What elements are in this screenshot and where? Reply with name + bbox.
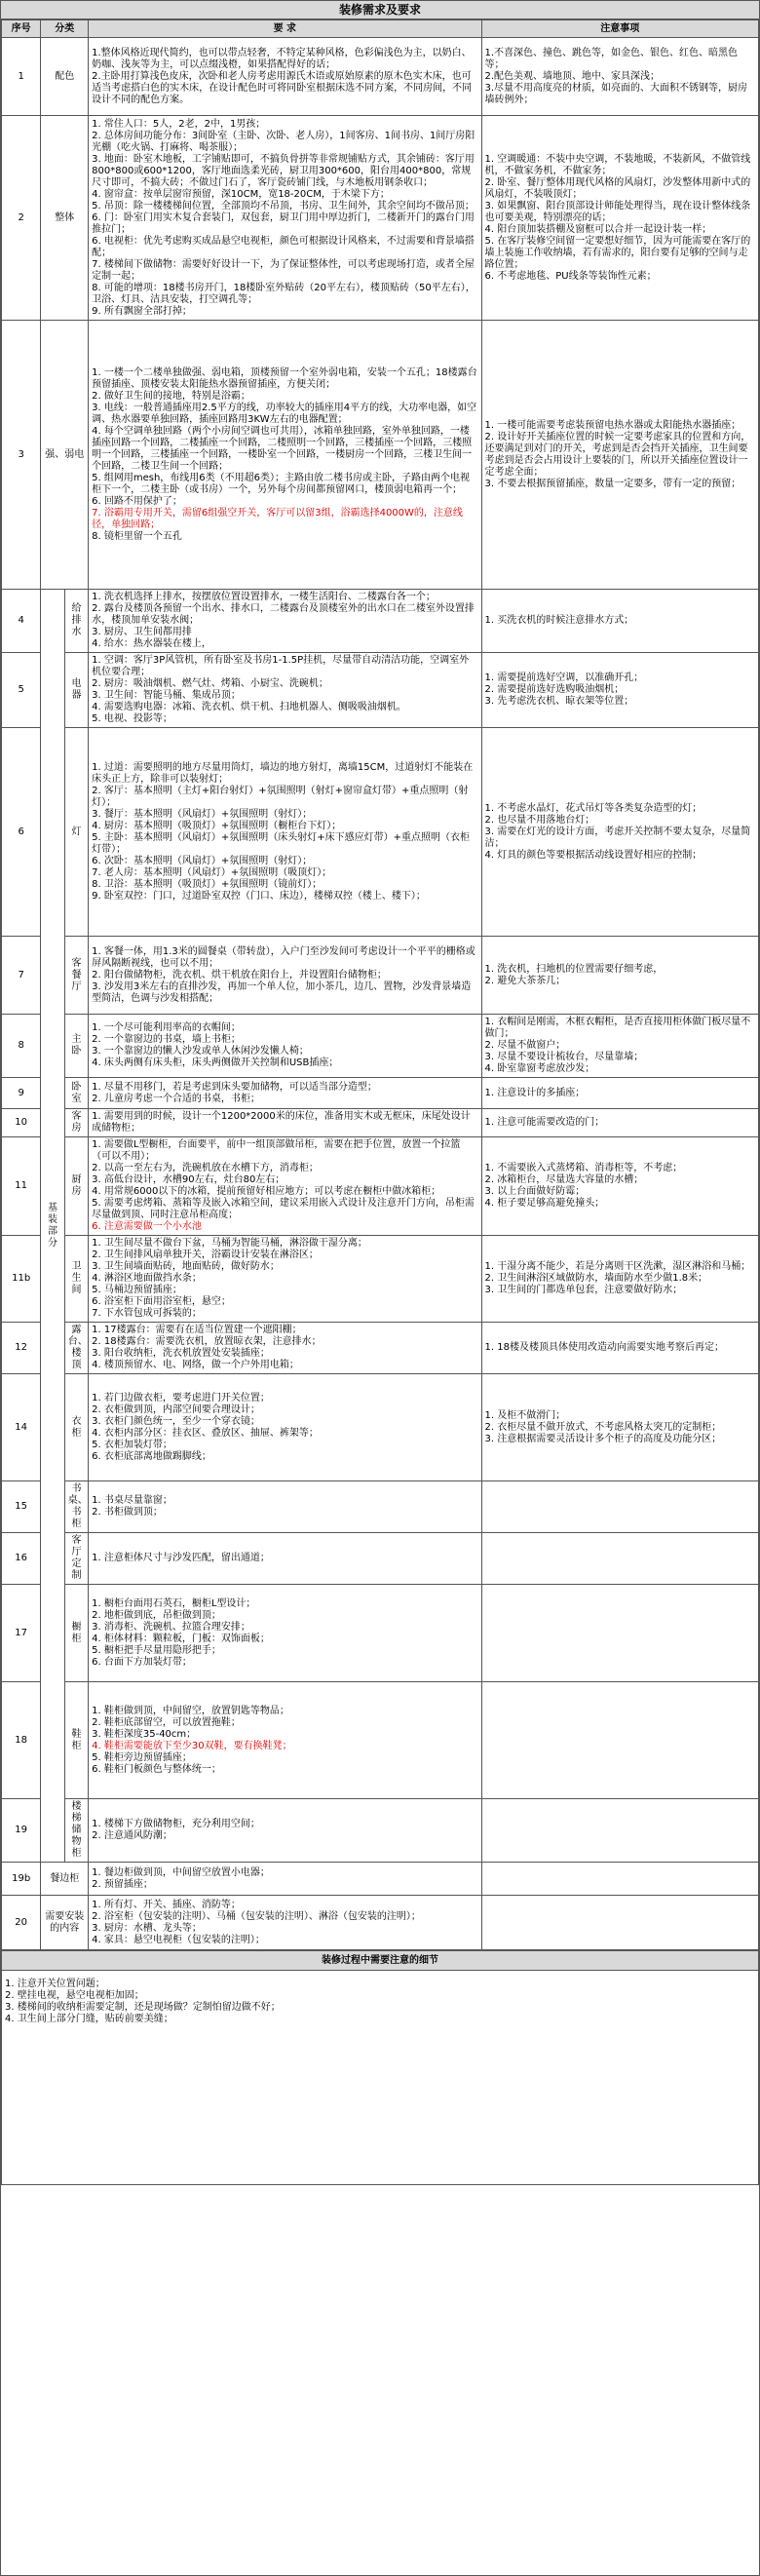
row-index: 1	[2, 38, 41, 116]
table-row	[2, 1374, 759, 1481]
table-row	[2, 1863, 759, 1896]
text-line: 4. 柜子要足够高避免撞头；	[484, 1198, 605, 1209]
row-index: 2	[2, 116, 41, 321]
row-index: 9	[2, 1078, 41, 1109]
row-requirements	[89, 1137, 481, 1236]
text-line: 4. 用常规6000以下的冰箱，提前预留好相应地方；可以考虑在橱柜中做冰箱柜；	[92, 1186, 441, 1197]
row-category: 楼梯储物柜	[64, 1799, 88, 1863]
table-row	[2, 1799, 759, 1863]
text-line: 3. 如果飘窗、阳台顶部设计师能处理得当，现在设计整体线条也可要美观，特别漂亮的话；	[484, 200, 751, 223]
row-requirements	[89, 1323, 481, 1374]
row-notes	[481, 1109, 759, 1137]
text-line: 2. 尽量不做窗户；	[484, 1040, 566, 1051]
table-row	[2, 1015, 759, 1078]
text-line: 1. 空调暖通：不装中央空调，不装地暖，不装新风，不做管线机，不做家务机，不做家务；	[484, 153, 751, 176]
row-index: 3	[2, 321, 41, 590]
text-line: 8. 可能的增项：18楼书房开门，18楼卧室外贴砖（20平左右），楼顶贴砖（50平左右），卫浴、灯具、洁具安装，打空调孔等；	[92, 282, 475, 305]
text-line: 1. 一楼可能需要考虑装预留电热水器或太阳能热水器插座；	[484, 419, 741, 431]
header-requirements: 要 求	[89, 20, 481, 38]
table-row	[2, 653, 759, 728]
text-line: 3. 卫生间的门都选单包套，注意要做好防水；	[484, 1285, 683, 1295]
text-line: 3. 以上台面做好防霉；	[484, 1186, 586, 1197]
text-line: 4. 厨房：基本照明（吸顶灯）+氛围照明（橱柜台下灯）；	[92, 820, 342, 831]
text-line: 1. 需要做L型橱柜，台面要平，前中一组顶部做吊柜，需要在把手位置，放置一个拉篮（可以不用）；	[92, 1139, 461, 1162]
row-category: 衣柜	[64, 1374, 88, 1481]
group-label: 基装部分	[41, 590, 64, 1863]
text-line: 3. 注意根据需要灵活设计多个柜子的高度及功能分区；	[484, 1433, 722, 1444]
text-line: 1. 洗衣机，扫地机的位置需要仔细考虑，	[484, 963, 664, 975]
text-line: 1. 及柜不做滑门；	[484, 1409, 566, 1421]
table-row	[2, 38, 759, 116]
text-line: 7. 老人房：基本照明（风扇灯）+氛围照明（吸顶灯）；	[92, 866, 332, 878]
row-index: 15	[2, 1481, 41, 1533]
text-line: 4. 家具：悬空电视柜（包安装的注明）；	[92, 1934, 265, 1945]
text-line: 3. 电线：一般普通插座用2.5平方的线，功率较大的插座用4平方的线，大功率电器，如空调、热水器要单独回路，插座回路用3KW左右的电器配置；	[92, 402, 477, 425]
text-line: 6. 鞋柜门板颜色与整体统一；	[92, 1763, 221, 1775]
row-category: 客房	[64, 1109, 88, 1137]
text-line: 1. 不考虑水晶灯，花式吊灯等各类复杂造型的灯；	[484, 802, 703, 814]
text-line: 2. 卫生间排风扇单独开关，浴霸设计安装在淋浴区；	[92, 1250, 319, 1260]
row-category: 露台、楼顶	[64, 1323, 88, 1374]
table-row	[2, 1137, 759, 1236]
text-line: 9. 卧室双控：门口，过道卧室双控（门口、床边），楼梯双控（楼上、楼下）；	[92, 890, 426, 902]
text-line: 4. 楼顶预留水、电、网络，做一个户外用电箱；	[92, 1360, 299, 1370]
row-category: 鞋柜	[64, 1682, 88, 1799]
text-line: 5. 衣柜加装灯带；	[92, 1439, 172, 1450]
text-line: 1. 不需要嵌入式蒸烤箱、消毒柜等，不考虑；	[484, 1163, 683, 1173]
table-row	[2, 1533, 759, 1585]
table-row	[2, 321, 759, 590]
text-line: 2. 设计好开关插座位置的时候一定要考虑家具的位置和方向，还要满足到对门的开关，考虑到是否会挡开关插座，卫生间要考虑到是否会占用设计上要装的门，所以开关插座位置设计一定考虑全面；	[484, 431, 751, 478]
table-row	[2, 1481, 759, 1533]
text-line: 6. 门：卧室门用实木复合套装门，双包套，厨卫门用中厚边折门，二楼新开门的露台门用推拉门；	[92, 211, 475, 235]
text-line: 2. 也尽量不用落地台灯；	[484, 814, 595, 826]
row-category: 卧室	[64, 1078, 88, 1109]
row-notes	[481, 590, 759, 653]
row-notes	[481, 1078, 759, 1109]
row-category: 书桌、书柜	[64, 1481, 88, 1533]
text-line: 4. 每个空调单独回路（两个小房间空调也可共用），冰箱单独回路，室外单独回路，一楼插座回路一个回路，二楼插座一个回路，二楼照明一个回路，三楼插座一个回路，三楼照明一个回路，三楼插座一个回路，一楼卧室一个回路，一楼厨房一个回路，三楼卫生间一个回路，二楼卫生间一个回路；	[92, 425, 473, 472]
text-line: 6. 电视柜：优先考虑购买成品悬空电视柜，颜色可根据设计风格来，不过需要和背景墙搭配；	[92, 235, 475, 258]
text-line: 3. 先考虑洗衣机、晾衣架等位置；	[484, 696, 634, 707]
text-line: 2. 壁挂电视，悬空电视柜加固；	[5, 1990, 144, 2001]
text-line: 1. 需要用到的时候，设计一个1200*2000米的床位，准备用实木或无框床，床尾处设计成储物柜；	[92, 1111, 471, 1134]
row-notes	[481, 1863, 759, 1896]
row-category: 主卧	[64, 1015, 88, 1078]
text-line: 6. 台面下方加装灯带；	[92, 1656, 192, 1668]
text-line: 5. 鞋柜旁边预留插座；	[92, 1751, 192, 1763]
text-line: 3. 鞋柜深度35-40cm；	[92, 1728, 197, 1740]
text-line: 4. 卫生间上部分门缝，贴砖前要美缝；	[5, 2014, 173, 2024]
table-row	[2, 116, 759, 321]
text-line: 4. 需要选购电器：冰箱、洗衣机、烘干机、扫地机器人、侧吸吸油烟机。	[92, 702, 406, 712]
text-line: 4. 柜体材料：颗粒板，门板：双饰面板；	[92, 1633, 270, 1644]
text-line: 1. 书桌尽量靠窗；	[92, 1495, 172, 1506]
row-requirements	[89, 1078, 481, 1109]
table-row	[2, 1109, 759, 1137]
text-line: 2. 注意通风防潮；	[92, 1830, 172, 1841]
text-line: 1. 一个尽可能利用率高的衣帽间；	[92, 1022, 241, 1033]
text-line: 5. 主卧：基本照明（风扇灯）+氛围照明（床头射灯+床下感应灯带）+重点照明（衣柜灯带）；	[92, 831, 470, 855]
text-line: 1. 常住人口：5人，2老，2中，1男孩；	[92, 118, 266, 130]
row-requirements	[89, 321, 481, 590]
text-line: 1.不喜深色、撞色、跳色等，如金色、银色、红色、暗黑色等；	[484, 47, 739, 70]
text-line: 2. 冰箱柜台，尽量选大容量的水槽；	[484, 1174, 644, 1185]
row-notes	[481, 1015, 759, 1078]
highlight-line: 6. 注意需要做一个小水池	[92, 1221, 202, 1232]
row-requirements	[89, 1896, 481, 1950]
text-line: 3. 衣柜门颜色统一，至少一个穿衣镜；	[92, 1415, 260, 1427]
text-line: 6. 回路不用保护了；	[92, 495, 182, 507]
row-category: 客厅定制	[64, 1533, 88, 1585]
row-category: 强、弱电	[41, 321, 89, 590]
row-notes	[481, 937, 759, 1015]
text-line: 1. 橱柜台面用石英石，橱柜L型设计；	[92, 1597, 256, 1609]
row-notes	[481, 1481, 759, 1533]
table-row	[2, 1682, 759, 1799]
text-line: 3. 地面：卧室木地板，工字铺贴即可，不搞负骨拼等非常规铺贴方式，其余铺砖：客厅用800*800或600*1200，客厅地面选柔光砖，厨卫用300*600，阳台用400*800，常规尺寸即可，不搞大砖；不做过门石了，客厅瓷砖铺门线，与木地板用钢条收口；	[92, 153, 475, 188]
row-notes	[481, 1323, 759, 1374]
text-line: 1. 空调：客厅3P风管机，所有卧室及书房1-1.5P挂机，尽量带自动清洁功能，空调室外机位要合理；	[92, 655, 470, 677]
row-index: 18	[2, 1682, 41, 1799]
row-category: 厨房	[64, 1137, 88, 1236]
text-line: 2.主卧用打算浅色皮床，次卧和老人房考虑用源氏木语或原始原素的原木色实木床，也可适当考虑搭白色的实木床，在设计配色时可将同卧室根据床选不同方案，不同房间，不同设计不同的配色方案。	[92, 70, 473, 105]
row-notes	[481, 1682, 759, 1799]
text-line: 3. 消毒柜、洗碗机、拉篮合理安排；	[92, 1621, 250, 1633]
row-index: 8	[2, 1015, 41, 1078]
sheet-title: 装修需求及要求	[1, 1, 759, 19]
row-notes	[481, 1533, 759, 1585]
text-line: 1. 所有灯、开关、插座、消防等；	[92, 1899, 241, 1910]
text-line: 1. 注意开关位置问题；	[5, 1979, 105, 1989]
header-category: 分类	[41, 20, 89, 38]
text-line: 7. 楼梯间下做储物：需要好好设计一下，为了保证整体性，可以考虑现场打造，或者全屋定制一起；	[92, 258, 475, 282]
row-requirements	[89, 1533, 481, 1585]
row-notes	[481, 728, 759, 937]
text-line: 4. 阳台顶加装搭棚及窗框可以合并一起设计装一样；	[484, 223, 712, 235]
table-row	[2, 590, 759, 653]
row-requirements	[89, 1585, 481, 1682]
row-requirements	[89, 1682, 481, 1799]
text-line: 2. 衣柜尽量不做开放式，不考虑风格太突兀的定制柜；	[484, 1421, 722, 1433]
text-line: 1. 楼梯下方做储物柜，充分利用空间；	[92, 1819, 260, 1829]
text-line: 2. 做好卫生间的接地，特别是浴霸；	[92, 390, 250, 402]
row-category: 电器	[64, 653, 88, 728]
text-line: 4. 给水：热水器装在楼上，	[92, 638, 211, 649]
text-line: 3. 阳台收纳柜，洗衣机放置处安装插座；	[92, 1348, 270, 1359]
text-line: 2. 浴室柜（包安装的注明）、马桶（包安装的注明）、淋浴（包安装的注明）；	[92, 1910, 421, 1922]
text-line: 1. 过道：需要照明的地方尽量用筒灯，墙边的地方射灯，离墙15CM，过道射灯不能装在床头正上方，除非可以装射灯；	[92, 761, 474, 785]
table-row	[2, 728, 759, 937]
text-line: 5. 在客厅装修空间留一定要想好细节，因为可能需要在客厅的墙上装施工作收纳墙，若有需求的，阳台要有足够的空间与走路位置；	[484, 235, 751, 270]
row-notes	[481, 653, 759, 728]
row-category: 餐边柜	[41, 1863, 89, 1896]
text-line: 7. 下水管包成可拆装的；	[92, 1308, 202, 1319]
requirements-table	[1, 19, 759, 1950]
text-line: 2. 总体房间功能分布：3间卧室（主卧、次卧、老人房），1间客房、1间书房、1间厅房阳光棚（吃火锅、打麻将、喝茶服）；	[92, 130, 475, 153]
text-line: 8. 卫浴：基本照明（吸顶灯）+氛围照明（镜前灯）；	[92, 878, 323, 890]
row-category: 橱柜	[64, 1585, 88, 1682]
text-line: 1. 注意可能需要改造的门；	[484, 1117, 605, 1128]
text-line: 2. 厨房：吸油烟机、燃气灶、烤箱、小厨宝、洗碗机；	[92, 678, 328, 689]
text-line: 2. 儿童房考虑一个合适的书桌，书柜；	[92, 1093, 260, 1104]
table-row	[2, 1323, 759, 1374]
text-line: 3. 楼梯间的收纳柜需要定制，还是现场做？定制怕留边做不好；	[5, 2002, 281, 2013]
row-requirements	[89, 1481, 481, 1533]
text-line: 5. 组网用mesh，布线用6类（不用超6类）；主路由放二楼书房或主卧，子路由两个电视柜下一个，二楼主卧（或书房）一个，另外每个房间都预留网口，楼顶弱电箱再一个；	[92, 472, 471, 495]
row-index: 11b	[2, 1236, 41, 1323]
text-line: 4. 衣柜内部分区：挂衣区、叠放区、抽屉、裤架等；	[92, 1427, 319, 1439]
row-requirements	[89, 1863, 481, 1896]
row-requirements	[89, 1015, 481, 1078]
table-row	[2, 1236, 759, 1323]
row-index: 7	[2, 937, 41, 1015]
row-notes	[481, 1799, 759, 1863]
row-category: 灯	[64, 728, 88, 937]
text-line: 1. 餐边柜做到顶，中间留空放置小电器；	[92, 1866, 270, 1878]
row-notes	[481, 1585, 759, 1682]
row-notes	[481, 38, 759, 116]
text-line: 1. 需要提前选好空调，以准确开孔；	[484, 673, 644, 683]
row-requirements	[89, 1109, 481, 1137]
text-line: 3. 厨房：水槽、龙头等；	[92, 1922, 202, 1934]
row-index: 4	[2, 590, 41, 653]
text-line: 2. 地柜做到底，吊柜做到顶；	[92, 1609, 221, 1621]
text-line: 8. 镜柜里留一个五孔	[92, 530, 182, 542]
text-line: 1. 注意设计的多插座；	[484, 1087, 586, 1098]
text-line: 1. 衣帽间是刚需，木框衣帽柜，是否直接用柜体做门板尽量不做门；	[484, 1017, 751, 1039]
footer-table	[1, 1950, 759, 2185]
row-requirements	[89, 1799, 481, 1863]
text-line: 2. 预留插座；	[92, 1878, 153, 1890]
text-line: 1. 鞋柜做到顶，中间留空，放置钥匙等物品；	[92, 1705, 289, 1716]
text-line: 6. 浴室柜下面用浴室柜，悬空；	[92, 1296, 231, 1307]
text-line: 5. 需要考虑烤箱、蒸箱等及嵌入冰箱空间，建议采用嵌入式设计及注意开门方向，吊柜需尽量做到顶、同时注意吊柜高度；	[92, 1198, 475, 1220]
text-line: 6. 衣柜底部离地做踢脚线；	[92, 1450, 211, 1462]
row-requirements	[89, 728, 481, 937]
text-line: 3. 餐厅：基本照明（风扇灯）+氛围照明（射灯）；	[92, 808, 313, 820]
text-line: 2. 需要提前选好选购吸油烟机；	[484, 684, 625, 695]
header-index: 序号	[2, 20, 41, 38]
text-line: 4. 淋浴区地面做挡水条；	[92, 1273, 202, 1284]
row-index: 16	[2, 1533, 41, 1585]
header-notes: 注意事项	[481, 20, 759, 38]
row-index: 19b	[2, 1863, 41, 1896]
table-row	[2, 1585, 759, 1682]
row-category: 卫生间	[64, 1236, 88, 1323]
row-category: 给排水	[64, 590, 88, 653]
text-line: 2. 鞋柜底部留空，可以放置拖鞋；	[92, 1716, 241, 1728]
text-line: 1. 一楼一个二楼单独做强、弱电箱，顶楼预留一个室外弱电箱，安装一个五孔；18楼露台预留插座、顶楼安装太阳能热水器预留插座，方便关闭；	[92, 366, 477, 390]
text-line: 2.配色美观、墙地顶、地中、家具深浅；	[484, 70, 661, 82]
table-header-row	[2, 20, 759, 38]
text-line: 3. 尽量不要设计梳妆台，尽量靠墙；	[484, 1052, 644, 1062]
text-line: 2. 衣柜做到顶，内部空间要合理设计；	[92, 1403, 260, 1415]
text-line: 3. 厨房、卫生间都用排	[92, 627, 192, 637]
text-line: 2. 卫生间淋浴区域做防水，墙面防水至少做1.8米；	[484, 1273, 708, 1284]
text-line: 3. 卫生间墙面贴砖，地面贴砖，做好防水；	[92, 1261, 280, 1272]
row-notes	[481, 1137, 759, 1236]
highlight-line: 4. 鞋柜需要能放下至少30双鞋，要有换鞋凳；	[92, 1740, 292, 1751]
highlight-line: 7. 浴霸用专用开关，需留6组强空开关，客厅可以留3组，浴霸选择4000W的，注意线径，单独回路；	[92, 507, 463, 530]
row-notes	[481, 321, 759, 590]
text-line: 1. 尽量不用移门，若是考虑到床头要加储物，可以适当部分造型；	[92, 1081, 377, 1093]
row-requirements	[89, 38, 481, 116]
text-line: 1. 干湿分离不能少，若是分离则干区洗漱，湿区淋浴和马桶；	[484, 1261, 751, 1272]
row-requirements	[89, 1236, 481, 1323]
text-line: 3. 需要在灯光的设计方面，考虑开关控制不要太复杂，尽量简洁；	[484, 826, 751, 849]
text-line: 6. 不考虑地毯、PU线条等装饰性元素；	[484, 270, 657, 282]
text-line: 2. 一个靠窗边的书桌，墙上书柜；	[92, 1034, 241, 1045]
row-category: 客餐厅	[64, 937, 88, 1015]
row-requirements	[89, 1374, 481, 1481]
row-notes	[481, 116, 759, 321]
footer-notes	[2, 1971, 759, 2185]
text-line: 6. 次卧：基本照明（风扇灯）+氛围照明（射灯）；	[92, 855, 313, 866]
text-line: 2. 阳台做储物柜，洗衣机、烘干机放在阳台上，并设置阳台储物柜；	[92, 969, 387, 980]
row-category: 整体	[41, 116, 89, 321]
text-line: 2. 避免大茶茶几；	[484, 975, 566, 986]
row-index: 19	[2, 1799, 41, 1863]
table-row	[2, 1078, 759, 1109]
table-body	[2, 38, 759, 1950]
text-line: 1.整体风格近现代简约，也可以带点轻奢，不特定某种风格，色彩偏浅色为主，以奶白、奶咖、浅灰等为主，可以点缀浅橙，如果搭配得好的话；	[92, 47, 472, 70]
row-index: 10	[2, 1109, 41, 1137]
row-requirements	[89, 590, 481, 653]
row-category: 配色	[41, 38, 89, 116]
row-requirements	[89, 653, 481, 728]
text-line: 5. 马桶边预留插座；	[92, 1285, 182, 1295]
text-line: 5. 电视、投影等；	[92, 713, 172, 724]
row-index: 6	[2, 728, 41, 937]
text-line: 2. 书柜做到顶；	[92, 1507, 163, 1518]
text-line: 5. 橱柜把手尽量用隐形把手；	[92, 1644, 221, 1656]
table-row	[2, 1896, 759, 1950]
text-line: 2. 卧室、餐厅整体用现代风格的风扇灯，沙发整体用新中式的风扇灯，不装吸顶灯；	[484, 176, 751, 200]
row-category: 需要安装的内容	[41, 1896, 89, 1950]
table-row	[2, 937, 759, 1015]
text-line: 2. 露台及楼顶各预留一个出水、排水口，二楼露台及顶楼室外的出水口在二楼室外设置排水，楼顶加单安装水阀；	[92, 603, 475, 626]
row-requirements	[89, 116, 481, 321]
row-index: 17	[2, 1585, 41, 1682]
row-index: 12	[2, 1323, 41, 1374]
row-index: 11	[2, 1137, 41, 1236]
text-line: 2. 以高一至左右为，洗碗机放在水槽下方，消毒柜；	[92, 1163, 319, 1173]
text-line: 3.尽量不用高度亮的材质，如亮面的、大面积不锈钢等，厨房墙砖例外；	[484, 82, 748, 105]
row-notes	[481, 1896, 759, 1950]
text-line: 4. 卧室靠窗考虑放沙发；	[484, 1063, 595, 1074]
text-line: 2. 18楼露台：需要洗衣机，放置晾衣架，注意排水；	[92, 1336, 322, 1347]
row-notes	[481, 1374, 759, 1481]
text-line: 4. 床头两侧有床头柜，床头两侧做开关控制和USB插座；	[92, 1057, 339, 1068]
text-line: 1. 17楼露台：需要有在适当位置建一个遮阳棚；	[92, 1325, 302, 1335]
row-index: 5	[2, 653, 41, 728]
row-requirements	[89, 937, 481, 1015]
row-index: 20	[2, 1896, 41, 1950]
text-line: 2. 客厅：基本照明（主灯+阳台射灯）+氛围照明（射灯+窗帘盒灯带）+重点照明（射灯）；	[92, 785, 469, 808]
text-line: 4. 窗帘盒：按单层窗帘预留，深10CM，宽18-20CM，于木梁下方；	[92, 188, 390, 200]
row-index: 14	[2, 1374, 41, 1481]
text-line: 1. 注意柜体尺寸与沙发匹配，留出通道；	[92, 1553, 270, 1563]
text-line: 4. 灯具的颜色等要根据活动线设置好相应的控制；	[484, 849, 703, 861]
text-line: 3. 沙发用3米左右的直排沙发，再加一个单人位，加小茶几，边几、置物，沙发背景墙造型简洁，色调与沙发相搭配；	[92, 980, 472, 1004]
text-line: 3. 卫生间：智能马桶、集成吊顶；	[92, 690, 241, 701]
text-line: 1. 若门边做衣柜，要考虑进门开关位置；	[92, 1392, 270, 1403]
text-line: 1. 卫生间尽量不做台下盆，马桶为智能马桶，淋浴做干湿分离；	[92, 1238, 367, 1249]
text-line: 1. 买洗衣机的时候注意排水方式；	[484, 615, 634, 626]
text-line: 1. 客餐一体，用1.3米的圆餐桌（带转盘），入户门至沙发间可考虑设计一个平平的栅格或屏风隔断视线，也可以不用；	[92, 945, 475, 969]
text-line: 5. 吊顶：除一楼楼梯间位置，全部顶均不吊顶，书房、卫生间外，其余空间均不做吊顶；	[92, 200, 475, 211]
text-line: 3. 一个靠窗边的懒人沙发或单人休闲沙发懒人椅；	[92, 1046, 309, 1057]
text-line: 9. 所有飘窗全部打掉；	[92, 305, 192, 317]
footer-title: 装修过程中需要注意的细节	[2, 1951, 759, 1971]
text-line: 1. 18楼及楼顶具体使用改造动向需要实地考察后再定；	[484, 1342, 724, 1353]
text-line: 3. 不要去根据预留插座，数量一定要多，带有一定的预留；	[484, 478, 741, 489]
text-line: 1. 洗衣机选择上排水，按摆放位置设置排水，一楼生活阳台、二楼露台各一个；	[92, 592, 436, 602]
row-notes	[481, 1236, 759, 1323]
text-line: 3. 高低台设计，水槽90左右，灶台80左右；	[92, 1174, 285, 1185]
